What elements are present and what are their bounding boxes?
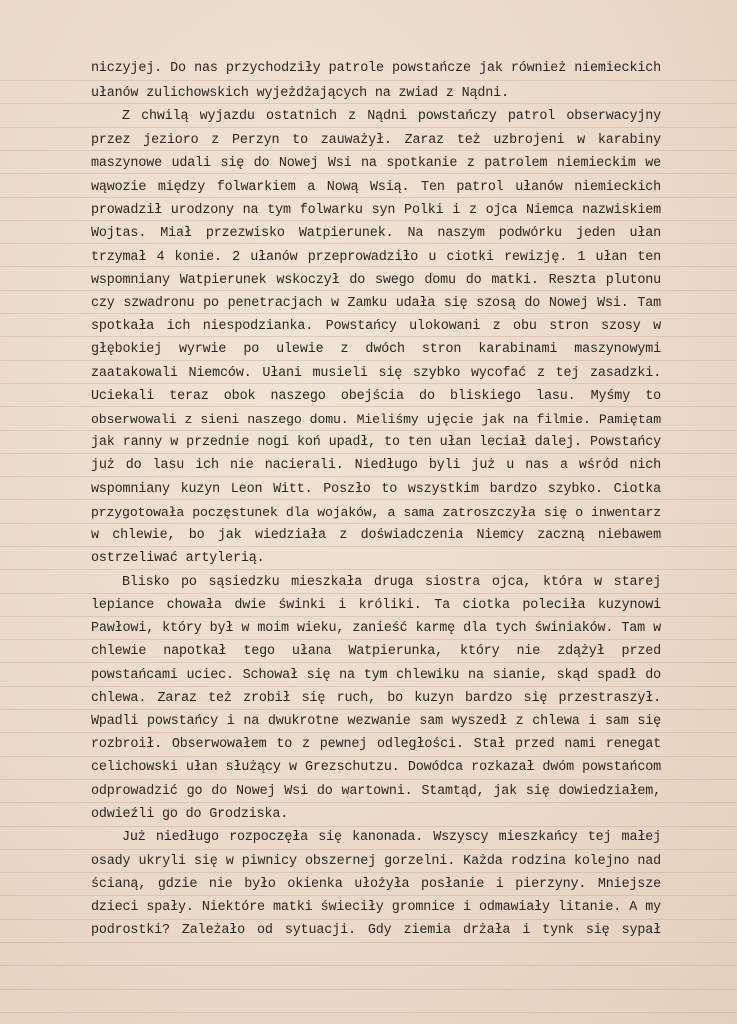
- text-line: głębokiej wyrwie po ulewie z dwóch stron karabinami maszynowymi: [91, 342, 661, 357]
- ruled-line: [0, 849, 737, 850]
- text-line: odprowadzić go do Nowej Wsi do wartowni. Stamtąd, jak się dowiedziałem,: [91, 784, 661, 799]
- text-line: czy szwadronu po penetracjach w Zamku udała się szosą do Nowej Wsi. Tam: [91, 296, 661, 311]
- text-line: rozbroił. Obserwowałem to z pewnej odległości. Stał przed nami renegat: [91, 737, 661, 752]
- ruled-line: [0, 989, 737, 990]
- text-line: obserwowali z sieni naszego domu. Mieliśmy ujęcie jak na filmie. Pamiętam: [91, 412, 661, 427]
- text-line: jak ranny w przednie nogi koń upadł, to ten ułan leciał dalej. Powstańcy: [91, 435, 661, 450]
- text-line: Już niedługo rozpoczęła się kanonada. Wszyscy mieszkańcy tej małej: [122, 830, 661, 845]
- text-line: prowadził urodzony na tym folwarku syn Polki i z ojca Niemca nazwiskiem: [91, 203, 661, 218]
- text-line: maszynowe udali się do Nowej Wsi na spotkanie z patrolem niemieckim we: [91, 156, 661, 171]
- text-line: osady ukryli się w piwnicy obszernej gorzelni. Każda rodzina kolejno nad: [91, 854, 661, 869]
- text-line: ułanów zulichowskich wyjeżdżających na zwiad z Nądni.: [91, 86, 509, 101]
- text-line: Wpadli powstańcy i na dwukrotne wezwanie sam wyszedł z chlewa i sam się: [91, 714, 661, 729]
- text-line: powstańcami uciec. Schował się na tym chlewiku na sianie, skąd spadł do: [91, 668, 661, 683]
- text-line: dzieci spały. Niektóre matki świeciły gromnice i odmawiały litanie. A my: [91, 900, 661, 915]
- text-line: ścianą, gdzie nie było okienka ułożyła posłanie i pierzyny. Mniejsze: [91, 877, 661, 892]
- ruled-line: [0, 80, 737, 81]
- text-line: w chlewie, bo jak wiedziała z doświadczenia Niemcy zaczną niebawem: [91, 528, 661, 543]
- text-line: zaatakowali Niemców. Ułani musieli się szybko wycofać z tej zasadzki.: [91, 366, 661, 381]
- text-line: niczyjej. Do nas przychodziły patrole powstańcze jak również niemieckich: [91, 61, 661, 76]
- text-line: wspomniany Watpierunek wskoczył do swego domu do matki. Reszta plutonu: [91, 273, 661, 288]
- ruled-line: [0, 965, 737, 966]
- text-line: chlewie napotkał tego ułana Watpierunka, który nie zdążył przed: [91, 644, 661, 659]
- ruled-line: [0, 1012, 737, 1013]
- text-line: Z chwilą wyjazdu ostatnich z Nądni powstańczy patrol obserwacyjny: [122, 109, 661, 124]
- text-line: odwieźli go do Grodziska.: [91, 807, 289, 822]
- text-line: Pawłowi, który był w moim wieku, zanieść karmę dla tych świniaków. Tam w: [91, 621, 661, 636]
- text-line: Wojtas. Miał przezwisko Watpierunek. Na naszym podwórku jeden ułan: [91, 226, 661, 241]
- text-line: przygotowała poczęstunek dla wojaków, a sama zatroszczyła się o inwentarz: [91, 505, 661, 520]
- text-line: Uciekali teraz obok naszego obejścia do bliskiego lasu. Myśmy to: [91, 389, 661, 404]
- text-line: celichowski ułan służący w Grezschutzu. Dowódca rozkazał dwóm powstańcom: [91, 760, 661, 775]
- text-line: chlewa. Zaraz też zrobił się ruch, bo kuzyn bardzo się przestraszył.: [91, 691, 661, 706]
- text-line: już do lasu ich nie nacierali. Niedługo byli już u nas a wśród nich: [91, 458, 661, 473]
- text-line: wspomniany kuzyn Leon Witt. Poszło to wszystkim bardzo szybko. Ciotka: [91, 482, 661, 497]
- text-line: podrostki? Zależało od sytuacji. Gdy ziemia drżała i tynk się sypał: [91, 923, 661, 938]
- text-line: wąwozie między folwarkiem a Nową Wsią. Ten patrol ułanów niemieckich: [91, 180, 661, 195]
- text-line: trzymał 4 konie. 2 ułanów przeprowadziło u ciotki rewizję. 1 ułan ten: [91, 250, 661, 265]
- text-line: spotkała ich niespodzianka. Powstańcy ulokowani z obu stron szosy w: [91, 319, 661, 334]
- ruled-line: [0, 942, 737, 943]
- text-line: ostrzeliwać artylerią.: [91, 551, 265, 566]
- text-line: przez jezioro z Perzyn to zauważył. Zaraz też uzbrojeni w karabiny: [91, 133, 661, 148]
- text-line: lepiance chowała dwie świnki i króliki. Ta ciotka poleciła kuzynowi: [91, 598, 661, 613]
- text-line: Blisko po sąsiedzku mieszkała druga siostra ojca, która w starej: [122, 575, 661, 590]
- ruled-line: [0, 779, 737, 780]
